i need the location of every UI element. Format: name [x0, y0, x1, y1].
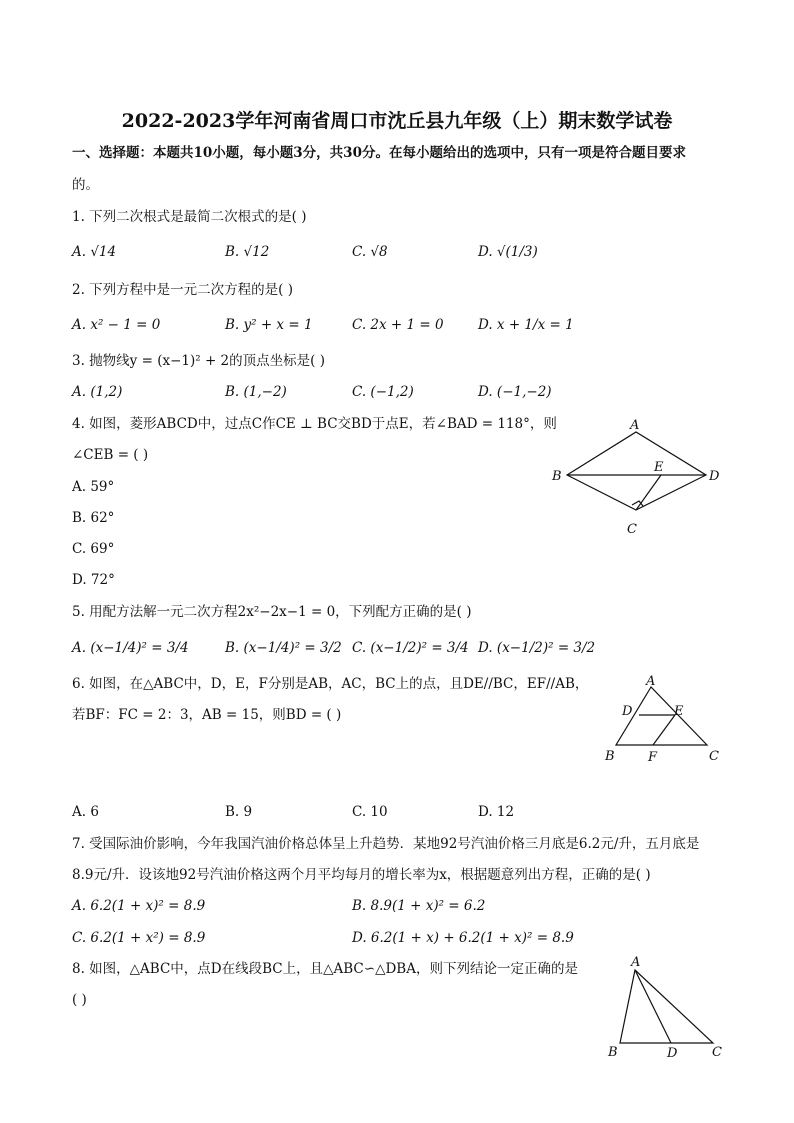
question-4-stem-line1: 4. 如图，菱形ABCD中，过点C作CE ⊥ BC交BD于点E，若∠BAD = 118°，则	[72, 416, 557, 432]
q1-option-a: A. √14	[72, 244, 117, 260]
q5-option-c: C. (x−1/2)² = 3/4	[352, 640, 469, 656]
q2-option-b: B. y² + x = 1	[225, 317, 313, 333]
question-8-stem-line2: ( )	[72, 992, 87, 1008]
label-b: B	[605, 749, 615, 764]
label-d: D	[667, 1046, 678, 1061]
q4-option-b: B. 62°	[72, 510, 115, 526]
q7-option-c: C. 6.2(1 + x²) = 8.9	[72, 930, 206, 946]
q6-option-a: A. 6	[72, 804, 99, 820]
section-heading-line2: 的。	[72, 177, 99, 193]
question-2-stem: 2. 下列方程中是一元二次方程的是( )	[72, 282, 293, 298]
q2-option-c: C. 2x + 1 = 0	[352, 317, 444, 333]
question-7-stem-line1: 7. 受国际油价影响，今年我国汽油价格总体呈上升趋势．某地92号汽油价格三月底是6.2元/升，五月底是	[72, 836, 700, 852]
q5-option-a: A. (x−1/4)² = 3/4	[72, 640, 189, 656]
q7-option-a: A. 6.2(1 + x)² = 8.9	[72, 898, 206, 914]
q1-option-d: D. √(1/3)	[478, 244, 538, 260]
question-6-stem-line2: 若BF：FC = 2：3，AB = 15，则BD = ( )	[72, 707, 342, 723]
q2-option-d: D. x + 1/x = 1	[478, 317, 574, 333]
q4-option-c: C. 69°	[72, 541, 115, 557]
label-c: C	[709, 749, 719, 764]
q6-option-c: C. 10	[352, 804, 388, 820]
label-c: C	[627, 522, 637, 537]
rhombus-abcd	[567, 432, 706, 510]
question-7-stem-line2: 8.9元/升．设该地92号汽油价格这两个月平均每月的增长率为x，根据题意列出方程，正确的是( )	[72, 867, 651, 883]
question-5-stem: 5. 用配方法解一元二次方程2x²−2x−1 = 0，下列配方正确的是( )	[72, 604, 472, 620]
q3-option-d: D. (−1,−2)	[478, 384, 552, 400]
question-6-stem-line1: 6. 如图，在△ABC中，D，E，F分别是AB，AC，BC上的点，且DE//BC，EF//AB，	[72, 676, 589, 692]
label-d: D	[622, 704, 633, 719]
q7-option-b: B. 8.9(1 + x)² = 6.2	[352, 898, 486, 914]
segment-ce	[636, 475, 661, 510]
q3-option-b: B. (1,−2)	[225, 384, 287, 400]
label-b: B	[552, 469, 562, 484]
label-a: A	[631, 955, 641, 970]
label-a: A	[646, 674, 656, 689]
question-8-stem-line1: 8. 如图，△ABC中，点D在线段BC上，且△ABC∽△DBA，则下列结论一定正确的是	[72, 961, 578, 977]
q4-option-d: D. 72°	[72, 572, 115, 588]
q1-option-c: C. √8	[352, 244, 388, 260]
label-e: E	[654, 460, 664, 475]
label-e: E	[674, 704, 684, 719]
q4-option-a: A. 59°	[72, 479, 115, 495]
q6-option-d: D. 12	[478, 804, 515, 820]
label-a: A	[630, 418, 640, 433]
question-4-stem-line2: ∠CEB = ( )	[72, 447, 149, 463]
q1-option-b: B. √12	[225, 244, 270, 260]
label-f: F	[648, 750, 658, 765]
q7-option-d: D. 6.2(1 + x) + 6.2(1 + x)² = 8.9	[352, 930, 574, 946]
label-c: C	[712, 1045, 722, 1060]
page-title: 2022-2023学年河南省周口市沈丘县九年级（上）期末数学试卷	[121, 110, 673, 132]
q6-option-b: B. 9	[225, 804, 253, 820]
triangle-abc-figure	[596, 675, 736, 770]
q3-option-a: A. (1,2)	[72, 384, 123, 400]
question-1-stem: 1. 下列二次根式是最简二次根式的是( )	[72, 209, 307, 225]
q3-option-c: C. (−1,2)	[352, 384, 414, 400]
q5-option-d: D. (x−1/2)² = 3/2	[478, 640, 596, 656]
segment-ad	[635, 970, 671, 1043]
q2-option-a: A. x² − 1 = 0	[72, 317, 161, 333]
rhombus-figure	[540, 410, 740, 540]
label-b: B	[608, 1045, 618, 1060]
q5-option-b: B. (x−1/4)² = 3/2	[225, 640, 342, 656]
triangle-abc	[620, 970, 713, 1043]
label-d: D	[709, 469, 720, 484]
triangle-abd-figure	[600, 955, 730, 1065]
segment-ef	[653, 715, 675, 745]
section-heading-line1: 一、选择题：本题共10小题，每小题3分，共30分。在每小题给出的选项中，只有一项是符合题目要求	[72, 145, 686, 161]
question-3-stem: 3. 抛物线y = (x−1)² + 2的顶点坐标是( )	[72, 353, 325, 369]
